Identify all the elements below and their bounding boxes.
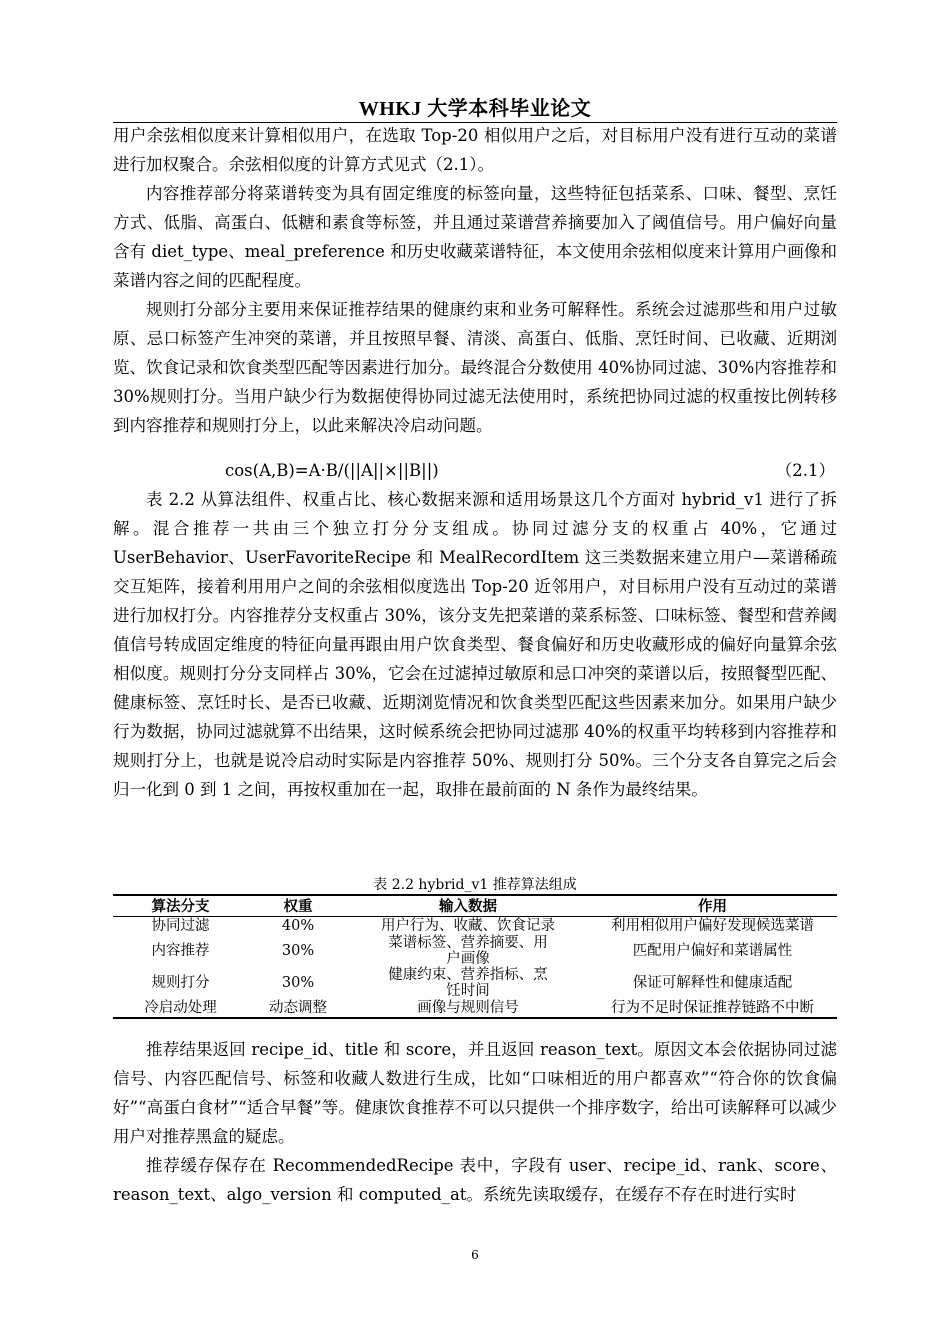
paragraph: 表 2.2 从算法组件、权重占比、核心数据来源和适用场景这几个方面对 hybrid_v1 进行了拆解。混合推荐一共由三个独立打分分支组成。协同过滤分支的权重占 40%，它通过 UserBehavior、UserFavoriteRecipe 和 MealRecordItem 这三类数据来建立用户—菜谱稀疏交互矩阵，接着利用用户之间的余弦相似度选出 Top-20 近邻用户，对目标用户没有互动过的菜谱进行加权打分。内容推荐分支权重占 30%，该分支先把菜谱的菜系标签、口味标签、餐型和营养阈值信号转成固定维度的特征向量再跟由用户饮食类型、餐食偏好和历史收藏形成的偏好向量算余弦相似度。规则打分分支同样占 30%，它会在过滤掉过敏原和忌口冲突的菜谱以后，按照餐型匹配、健康标签、烹饪时长、是否已收藏、近期浏览情况和饮食类型匹配这些因素来加分。如果用户缺少行为数据，协同过滤就算不出结果，这时候系统会把协同过滤那 40%的权重平均转移到内容推荐和规则打分上，也就是说冷启动时实际是内容推荐 50%、规则打分 50%。三个分支各自算完之后会归一化到 0 到 1 之间，再按权重加在一起，取排在最前面的 N 条作为最终结果。 xyxy=(113,490,837,799)
table-caption: 表 2.2 hybrid_v1 推荐算法组成 xyxy=(373,877,577,893)
paragraph: 推荐结果返回 recipe_id、title 和 score，并且返回 reason_text。原因文本会依据协同过滤信号、内容匹配信号、标签和收藏人数进行生成，比如“口味相近的用户都喜欢”“符合你的饮食偏好”“高蛋白食材”“适合早餐”等。健康饮食推荐不可以只提供一个排序数字，给出可读解释可以减少用户对推荐黑盒的疑虑。 xyxy=(113,1040,837,1146)
equation-number: （2.1） xyxy=(775,461,835,480)
paragraph: 用户余弦相似度来计算相似用户，在选取 Top-20 相似用户之后，对目标用户没有进行互动的菜谱进行加权聚合。余弦相似度的计算方式见式（2.1）。 xyxy=(113,126,837,174)
body-text-block-1 xyxy=(113,121,837,440)
body-text-block-2 xyxy=(113,485,837,804)
column-header: 输入数据 xyxy=(348,895,588,917)
table-cell: 利用相似用户偏好发现候选菜谱 xyxy=(611,918,814,934)
table-row xyxy=(113,935,837,967)
column-header: 算法分支 xyxy=(113,895,248,917)
table-row xyxy=(113,967,837,999)
table-cell: 用户行为、收藏、饮食记录 xyxy=(381,918,555,934)
table-cell: 保证可解释性和健康适配 xyxy=(632,975,793,991)
column-header: 权重 xyxy=(248,895,348,917)
table-header-row xyxy=(113,895,837,917)
paragraph: 规则打分部分主要用来保证推荐结果的健康约束和业务可解释性。系统会过滤那些和用户过敏原、忌口标签产生冲突的菜谱，并且按照早餐、清淡、高蛋白、低脂、烹饪时间、已收藏、近期浏览、饮食记录和饮食类型匹配等因素进行加分。最终混合分数使用 40%协同过滤、30%内容推荐和 30%规则打分。当用户缺少行为数据使得协同过滤无法使用时，系统把协同过滤的权重按比例转移到内容推荐和规则打分上，以此来解决冷启动问题。 xyxy=(113,300,837,435)
table-cell: 冷启动处理 xyxy=(113,999,248,1018)
table-cell: 画像与规则信号 xyxy=(348,999,588,1018)
table-row xyxy=(113,917,837,936)
column-header: 作用 xyxy=(588,895,837,917)
running-header: WHKJ 大学本科毕业论文 xyxy=(358,98,592,120)
table-cell: 菜谱标签、营养摘要、用户画像 xyxy=(388,935,548,967)
table-cell: 内容推荐 xyxy=(151,943,210,959)
table-row xyxy=(113,999,837,1018)
table-cell: 30% xyxy=(281,943,315,959)
table-cell: 动态调整 xyxy=(248,999,348,1018)
page-number: 6 xyxy=(471,1248,479,1262)
equation xyxy=(113,456,837,485)
equation-expression: cos(A,B)=A·B/(||A||×||B||) xyxy=(225,461,439,480)
paragraph: 内容推荐部分将菜谱转变为具有固定维度的标签向量，这些特征包括菜系、口味、餐型、烹饪方式、低脂、高蛋白、低糖和素食等标签，并且通过菜谱营养摘要加入了阈值信号。用户偏好向量含有 diet_type、meal_preference 和历史收藏菜谱特征，本文使用余弦相似度来计算用户画像和菜谱内容之间的匹配程度。 xyxy=(113,184,837,290)
table-cell: 30% xyxy=(281,975,315,991)
body-text-block-3 xyxy=(113,1035,837,1209)
table-cell: 匹配用户偏好和菜谱属性 xyxy=(632,943,793,959)
table-cell: 协同过滤 xyxy=(151,918,210,934)
table-cell: 40% xyxy=(281,918,315,934)
table-cell: 规则打分 xyxy=(151,975,210,991)
algorithm-table xyxy=(113,894,837,1019)
paragraph: 推荐缓存保存在 RecommendedRecipe 表中，字段有 user、recipe_id、rank、score、reason_text、algo_version 和 computed_at。系统先读取缓存，在缓存不存在时进行实时 xyxy=(113,1156,837,1204)
table-cell: 健康约束、营养指标、烹饪时间 xyxy=(388,967,548,999)
table-cell: 行为不足时保证推荐链路不中断 xyxy=(588,999,837,1018)
